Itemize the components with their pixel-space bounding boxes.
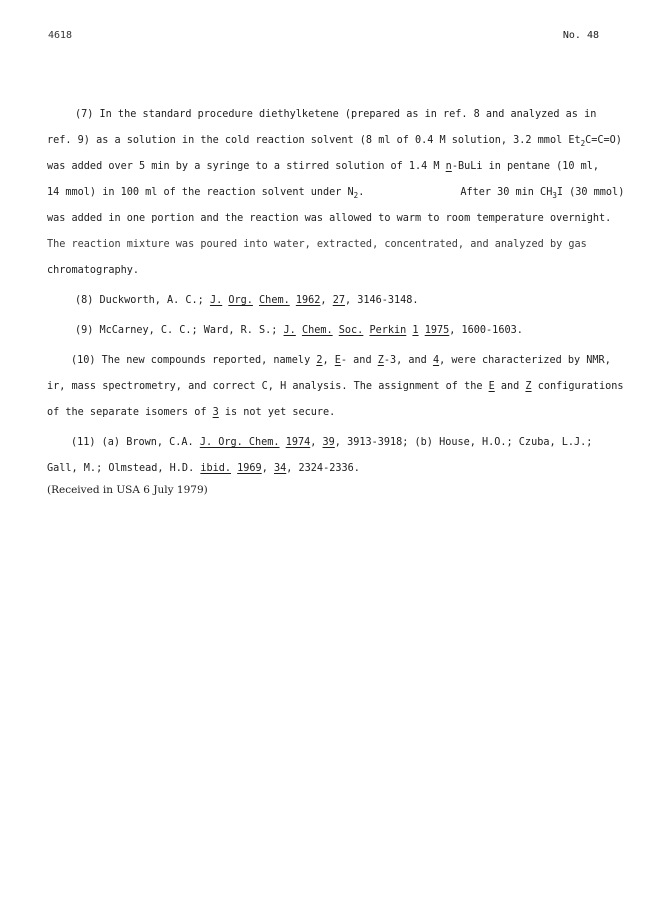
received-date: (Received in USA 6 July 1979) <box>47 484 208 496</box>
note-10: (10) The new compounds reported, namely 2, E- and Z-3, and 4, were characterized by NMR, ir, mass spectrometry, and correct C, H analysis. The assignment of the E and Z configurations of the separate isomers of 3 is not yet secure. <box>47 355 624 418</box>
page-number: 4618 <box>48 30 73 41</box>
note-8: (8) Duckworth, A. C.; J. Org. Chem. 1962, 27, 3146-3148. <box>75 295 419 306</box>
journal-issue: No. 48 <box>562 30 599 41</box>
note-9: (9) McCarney, C. C.; Ward, R. S.; J. Chem. Soc. Perkin 1 1975, 1600-1603. <box>75 325 523 336</box>
note-7: (7) In the standard procedure diethylketene (prepared as in ref. 8 and analyzed as in ref. 9) as a solution in the cold reaction solvent (8 ml of 0.4 M solution, 3.2 mmol $Et_2C=C=O$) was added over 5 min by a syringe to a stirred solution of 1.4 M n-BuLi in pentane (10 ml, 14 mmol) in 100 ml of the reaction solvent under $N_2$. After 30 $\min CH_3I$ (30 mmol) was added in one portion and the reaction was allowed to warm to room temperature overnight. The reaction mixture was poured into water, extracted, concentrated, and analyzed by gas chromatography. <box>47 109 625 276</box>
notes-section <box>47 102 627 482</box>
note-11: (11) (a) Brown, C.A. J. Org. Chem. 1974, 39, 3913-3918; (b) House, H.O.; Czuba, L.J.; Gall, M.; Olmstead, H.D. ibid. 1969, 34, 2324-2336. <box>47 437 593 474</box>
